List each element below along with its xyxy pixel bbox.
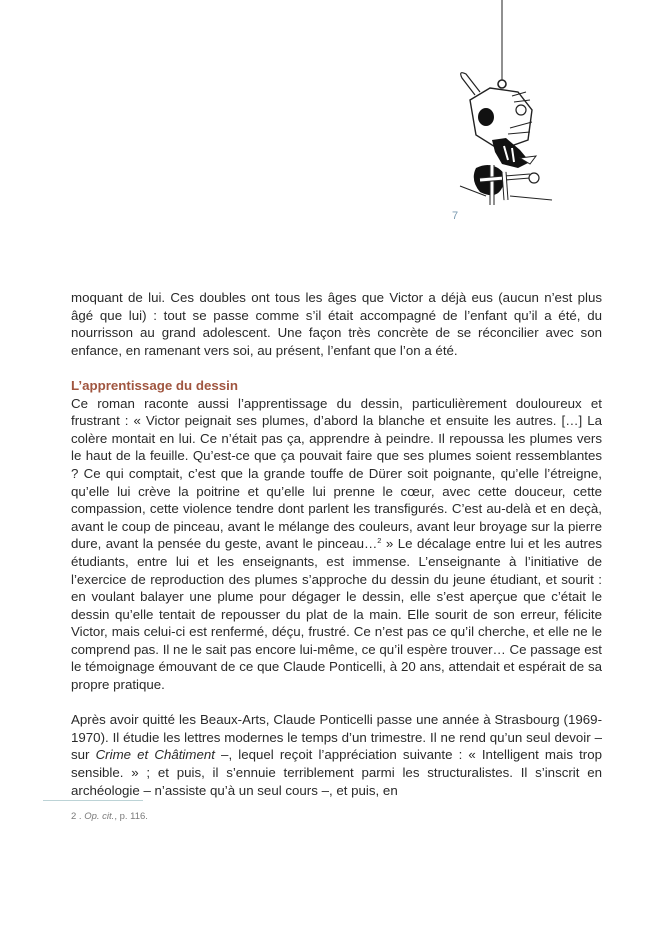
book-title: Crime et Châtiment [95, 747, 215, 763]
paragraph [71, 395, 602, 694]
footnote [71, 811, 148, 822]
paragraph [71, 711, 602, 799]
paragraph-text: Ce roman raconte aussi l’apprentissage du dessin, particulièrement douloureux et frustrant : « Victor peignait ses plumes, d’abord la blanche et ensuite les autres. […] La colère montait en lui. Ce n’était pas ça, apprendre à peindre. Il repoussa les plumes vers le haut de la feuille. Qu’est-ce que ça pouvait faire que ses plumes soient ressemblantes ? Ce qui comptait, c’est que la grande touffe de Dürer soit poignante, qu’elle l’étreigne, qu’elle lui crève la poitrine et qu’elle lui prenne le cœur, avec cette douceur, cette compassion, cette violence tendre dont parlent les transfigurés. C’est au-delà et en deçà, avant le coup de pinceau, avant le mélange des couleurs, avant leur broyage sur la pierre dure, avant la pensée du geste, avant le pinceau… [71, 395, 602, 552]
hanging-creature-illustration [440, 0, 570, 205]
body-text [71, 289, 602, 799]
hanging-creature-drawing-icon [440, 0, 570, 205]
paragraph: moquant de lui. Ces doubles ont tous les âges que Victor a déjà eus (aucun n’est plus âgé que lui) : tout se passe comme s’il était accompagné de l’enfant qu’il a été, du nourrisson au grand adolescent. Une façon très concrète de se réconcilier avec son enfance, en ramenant vers soi, au présent, l’enfant que l’on a été. [71, 290, 602, 358]
page-number: 7 [452, 210, 459, 222]
paragraph-text: Après avoir quitté les Beaux-Arts, Claude Ponticelli passe une année à Strasbourg (1969-1970). Il étudie les lettres modernes le temps d’un trimestre. Il ne rend qu’un seul devoir – sur [71, 712, 602, 763]
section-heading: L’apprentissage du dessin [71, 377, 238, 393]
paragraph-text: –, lequel reçoit l’appréciation suivante : « Intelligent mais trop sensible. » ; et puis, il s’ennuie terriblement parmi les structuralistes. Il s’inscrit en archéologie – n’assiste qu’à un seul cours –, et puis, en [71, 747, 602, 798]
footnote-number: 2 [71, 811, 77, 822]
footnote-reference[interactable]: 2 [377, 536, 382, 546]
footnote-divider [43, 800, 143, 801]
footnote-citation: Op. cit. [84, 811, 115, 822]
footnote-separator: . [76, 811, 85, 822]
paragraph-text: » Le décalage entre lui et les autres étudiants, entre lui et les enseignants, est immense. L’enseignante à l’initiative de l’exercice de reproduction des plumes s’approche du dessin du jeune étudiant, et sourit : en voulant balayer une plume pour dégager le dessin, elle s’est aperçue que c’était le dessin qu’elle tentait de repousser du plat de la main. Elle sourit de son erreur, félicite Victor, mais celui-ci est renfermé, déçu, frustré. Ce n’est pas ce qu’il cherche, et elle ne le comprend pas. Il ne le sait pas encore lui-même, ce qu’il espère trouver… Ce passage est le témoignage émouvant de ce que Claude Ponticelli, à 20 ans, attendait et espérait de sa propre pratique. [71, 536, 602, 693]
footnote-page: , p. 116. [114, 811, 148, 822]
